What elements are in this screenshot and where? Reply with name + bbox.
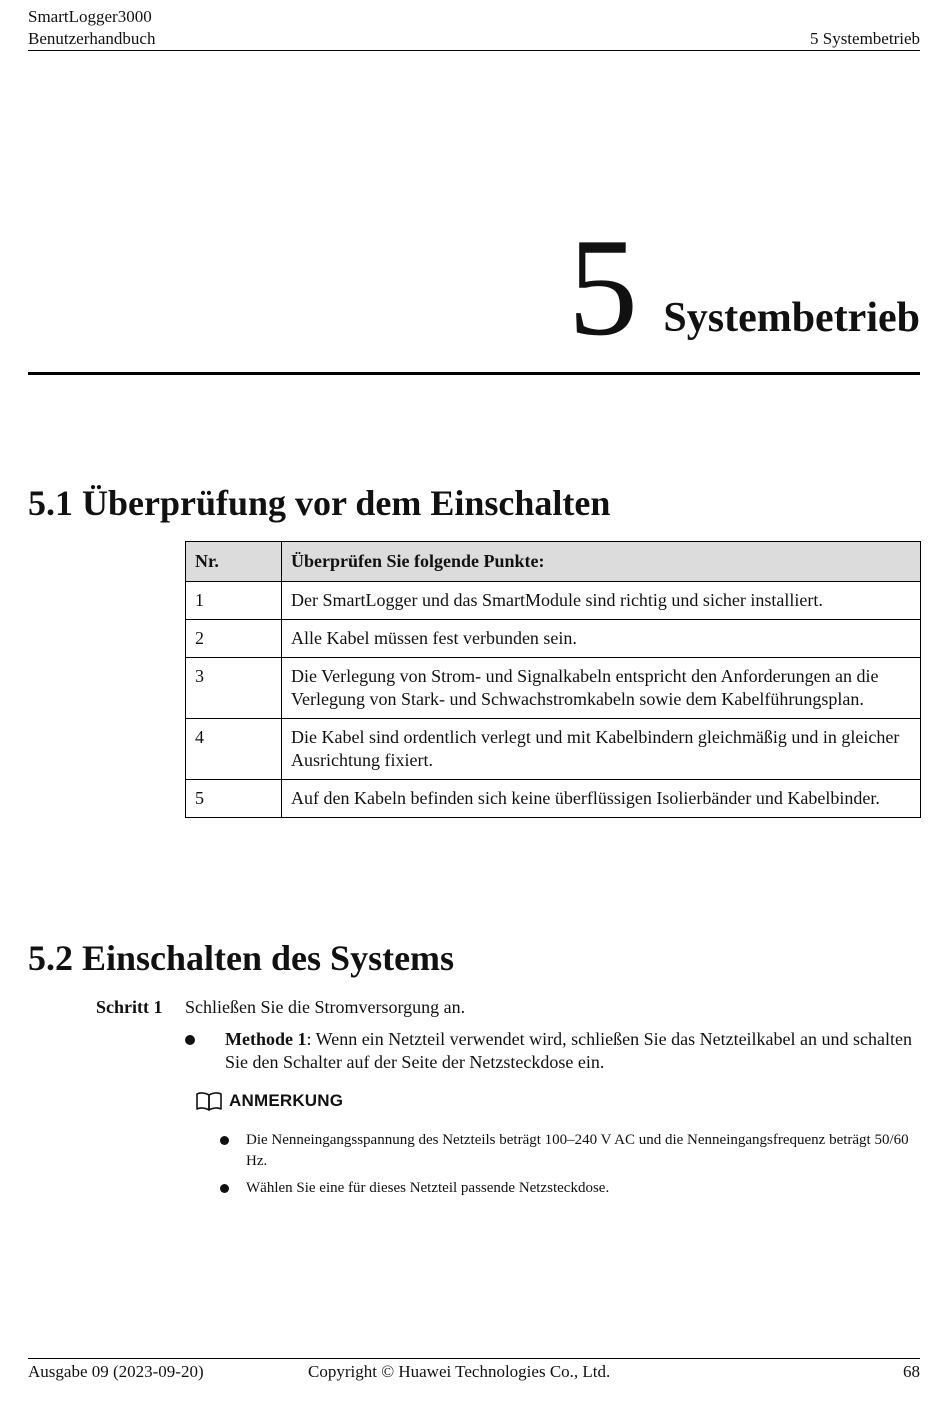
book-icon (195, 1091, 223, 1111)
table-header-row (186, 542, 921, 582)
header-divider (28, 50, 920, 51)
table-row (186, 780, 921, 818)
note-item (220, 1178, 910, 1199)
row-check-item: Der SmartLogger und das SmartModule sind richtig und sicher installiert. (282, 582, 921, 620)
row-number: 5 (186, 780, 282, 818)
table-row (186, 719, 921, 780)
step-label: Schritt 1 (96, 997, 163, 1017)
note-label: ANMERKUNG (229, 1091, 344, 1110)
method-text-block (225, 1028, 915, 1074)
table-row (186, 658, 921, 719)
chapter-title: Systembetrieb (663, 295, 920, 341)
chapter-number: 5 (568, 210, 638, 365)
table-row (186, 620, 921, 658)
row-number: 4 (186, 719, 282, 780)
section-title-5-2: 5.2 Einschalten des Systems (28, 938, 455, 978)
row-number: 1 (186, 582, 282, 620)
bullet-dot (220, 1184, 229, 1193)
checklist-table (185, 541, 921, 818)
column-header-nr: Nr. (186, 542, 282, 582)
header-chapter-ref: 5 Systembetrieb (809, 29, 920, 48)
page-number: 68 (903, 1362, 920, 1381)
row-check-item: Alle Kabel müssen fest verbunden sein. (282, 620, 921, 658)
note-header (195, 1090, 343, 1112)
table-row (186, 582, 921, 620)
row-check-item: Auf den Kabeln befinden sich keine überflüssigen Isolierbänder und Kabelbinder. (282, 780, 921, 818)
method-label: Methode 1 (225, 1029, 307, 1049)
row-number: 2 (186, 620, 282, 658)
footer-edition: Ausgabe 09 (2023-09-20) (28, 1362, 204, 1381)
row-check-item: Die Verlegung von Strom- und Signalkabeln entspricht den Anforderungen an die Verlegung von Stark- und Schwachstromkabeln sowie dem Kabelführungsplan. (282, 658, 921, 719)
bullet-dot (185, 1035, 195, 1045)
header-manual: Benutzerhandbuch (28, 29, 156, 48)
footer-divider (28, 1358, 920, 1359)
note-item (220, 1130, 910, 1172)
running-header-left (28, 6, 155, 50)
note-item-text: Die Nenneingangsspannung des Netzteils beträgt 100–240 V AC und die Nenneingangsfrequenz beträgt 50/60 Hz. (246, 1132, 909, 1169)
chapter-divider (28, 372, 920, 375)
section-title-5-1: 5.1 Überprüfung vor dem Einschalten (28, 483, 611, 523)
row-number: 3 (186, 658, 282, 719)
row-check-item: Die Kabel sind ordentlich verlegt und mit Kabelbindern gleichmäßig und in gleicher Ausrichtung fixiert. (282, 719, 921, 780)
method-text: : Wenn ein Netzteil verwendet wird, schließen Sie das Netzteilkabel an und schalten Sie den Schalter auf der Seite der Netzsteckdose ein. (225, 1029, 912, 1072)
note-item-text: Wählen Sie eine für dieses Netzteil passende Netzsteckdose. (246, 1180, 610, 1196)
method-bullet (185, 1028, 915, 1074)
header-product: SmartLogger3000 (28, 7, 152, 26)
footer-copyright: Copyright © Huawei Technologies Co., Ltd. (308, 1362, 611, 1381)
bullet-dot (220, 1136, 229, 1145)
column-header-check: Überprüfen Sie folgende Punkte: (282, 542, 921, 582)
step-text: Schließen Sie die Stromversorgung an. (185, 997, 466, 1017)
